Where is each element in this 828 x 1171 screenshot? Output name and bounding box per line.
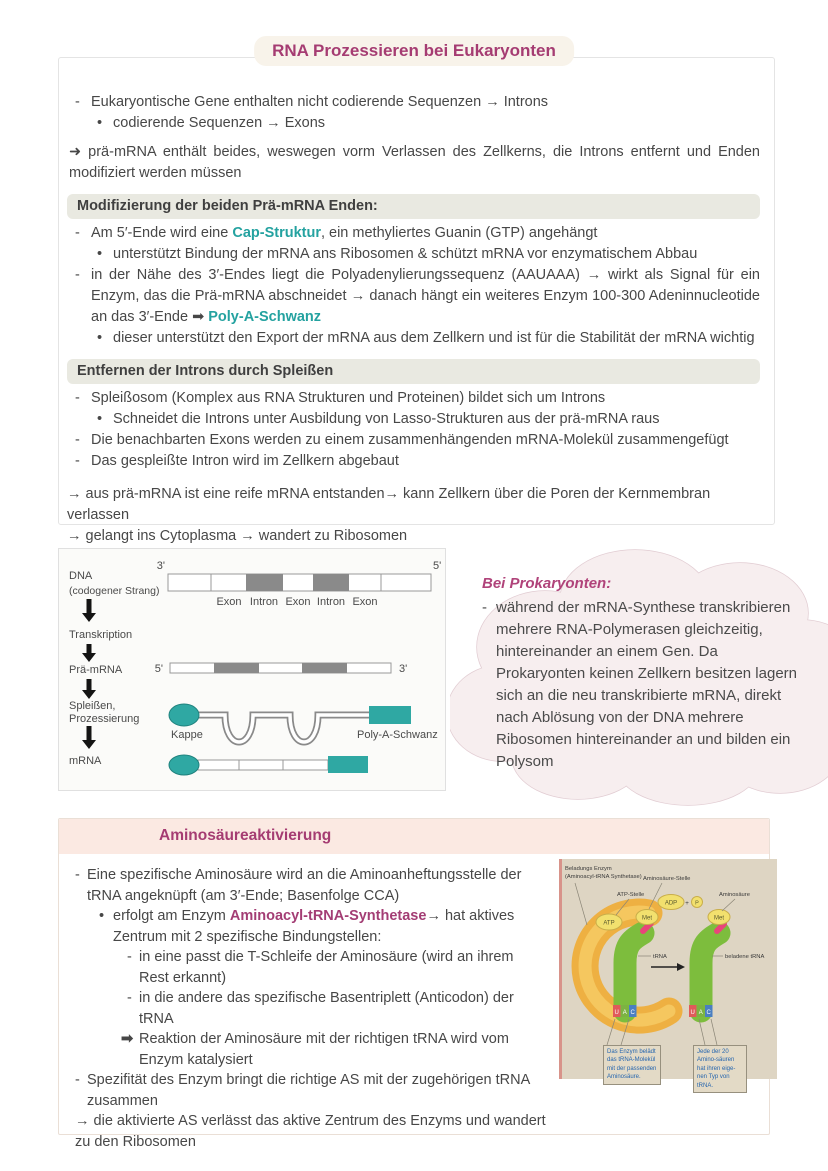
result-line: → aus prä-mRNA ist eine reife mRNA entstanden→ kann Zellkern über die Poren der Kernmembran verlassen xyxy=(67,486,711,523)
results-block xyxy=(67,484,760,547)
diagram-label-dna2: (codogener Strang) xyxy=(69,585,160,597)
down-arrow-icon xyxy=(82,726,96,749)
diagram-label-pre-mrna: Prä-mRNA xyxy=(69,664,123,676)
pre-5prime-label: 5' xyxy=(154,663,163,675)
met-label: Met xyxy=(713,915,725,922)
text-part: → hat aktives Zentrum mit 2 spezifische Bindungstellen: xyxy=(113,908,515,945)
adp-p-group xyxy=(658,895,703,910)
intron-segment xyxy=(214,663,259,673)
intron-segment xyxy=(313,574,349,591)
cap-struktur-highlight: Cap-Struktur xyxy=(232,225,321,241)
list-item xyxy=(67,451,760,472)
list-item xyxy=(67,92,760,113)
list-item-text: Reaktion der Aminosäure mit der richtigen tRNA wird vom Enzym katalysiert xyxy=(139,1031,509,1068)
bullet-marker: • xyxy=(97,246,103,262)
dash-marker: - xyxy=(75,453,80,469)
atp-site-label: ATP-Stelle xyxy=(617,892,645,898)
diagram-label-transcription: Transkription xyxy=(69,629,133,641)
cap-shape xyxy=(169,755,199,775)
dash-marker: - xyxy=(127,949,132,965)
list-item xyxy=(67,409,760,430)
anticodon-letter: U xyxy=(690,1010,695,1016)
anticodon-letter: C xyxy=(706,1010,711,1016)
list-item-text: in die andere das spezifische Basentriplett (Anticodon) der tRNA xyxy=(139,990,514,1027)
poly-a-label: Poly-A-Schwanz xyxy=(357,729,438,741)
amino-site-label: Aminosäure-Stelle xyxy=(643,876,691,882)
pre-mrna-bar xyxy=(155,663,407,675)
cloud-text xyxy=(482,573,804,773)
section-heading-modification: Modifizierung der beiden Prä-mRNA Enden: xyxy=(67,194,760,219)
cloud-body-text: während der mRNA-Synthese transkribieren mehrere RNA-Polymerasen gleichzeitig, hintereinander an einem Gen. Da Prokaryonten keinen Zellkern besitzen lagern sich an die neu transkribierte mRNA, direkt nach Ablösung von der DNA mehrere Ribosomen hintereinander an und bilden ein Polysom xyxy=(496,599,798,770)
enzyme-name-label: Beladungs Enzym xyxy=(565,866,612,872)
adp-label: ADP xyxy=(664,900,678,907)
list-item xyxy=(67,244,760,265)
cloud-body xyxy=(482,597,804,773)
list-item-text: unterstützt Bindung der mRNA ans Ribosomen & schützt mRNA vor enzymatischem Abbau xyxy=(113,246,698,262)
anticodon-letter: A xyxy=(622,1010,627,1016)
down-arrow-icon xyxy=(82,679,96,699)
p-label: P xyxy=(695,900,699,907)
dna-3prime-label: 3' xyxy=(156,560,165,572)
dash-marker: - xyxy=(75,267,80,283)
list-item xyxy=(67,113,760,134)
poly-a-shape xyxy=(328,756,368,773)
list-item xyxy=(73,1029,547,1070)
bullet-marker: • xyxy=(97,330,103,346)
diagram-label-mrna: mRNA xyxy=(69,755,102,767)
text-part: Am 5′-Ende wird eine xyxy=(91,225,233,241)
list-item-text: codierende Sequenzen → Exons xyxy=(113,115,326,131)
list-item-text: Eukaryontische Gene enthalten nicht codierende Sequenzen → Introns xyxy=(91,94,549,110)
mature-mrna xyxy=(169,755,368,775)
list-item xyxy=(67,223,760,244)
callout-twenty-aminoacids: Jede der 20 Amino-säuren hat ihren eige-nen Typ von tRNA. xyxy=(693,1045,747,1093)
list-item-text: Spleißosom (Komplex aus RNA Strukturen und Proteinen) bildet sich um Introns xyxy=(91,390,606,406)
bullet-marker: • xyxy=(99,908,105,924)
diagram-label-dna: DNA xyxy=(69,570,93,582)
list-item-text xyxy=(113,908,514,945)
result-line: → die aktivierte AS verlässt das aktive Zentrum des Enzyms und wandert zu den Ribosomen xyxy=(75,1113,546,1150)
section-heading-splicing: Entfernen der Introns durch Spleißen xyxy=(67,359,760,384)
cap-label: Kappe xyxy=(171,729,203,741)
bold-arrow-marker: ➡ xyxy=(121,1031,134,1047)
list-item xyxy=(67,265,760,328)
enzyme-name-label2: (Aminoacyl-tRNA Synthetase) xyxy=(565,874,642,880)
main-content-box xyxy=(58,57,775,544)
list-item xyxy=(67,430,760,451)
list-item-text: in eine passt die T-Schleife der Aminosäure (wird an ihrem Rest erkannt) xyxy=(139,949,514,986)
pre-3prime-label: 3' xyxy=(399,663,408,675)
callout-enzyme-loads: Das Enzym belädt das tRNA-Molekül mit der passenden Aminosäure. xyxy=(603,1045,661,1085)
segment-label: Intron xyxy=(316,596,346,608)
dash-marker: - xyxy=(75,390,80,406)
trna-label: tRNA xyxy=(653,954,667,960)
dash-marker: - xyxy=(75,94,80,110)
rna-processing-diagram xyxy=(58,548,446,791)
list-item xyxy=(73,988,547,1029)
bullet-marker: • xyxy=(97,115,103,131)
synthetase-highlight: Aminoacyl-tRNA-Synthetase xyxy=(229,908,427,924)
diagram-label-splicing1: Spleißen, xyxy=(69,700,116,712)
segment-label: Exon xyxy=(285,596,311,608)
dash-marker: - xyxy=(482,599,487,616)
poly-a-highlight: Poly-A-Schwanz xyxy=(208,309,322,325)
cloud-heading: Bei Prokaryonten: xyxy=(482,575,612,592)
intron-segment xyxy=(246,574,283,591)
down-arrow-icon xyxy=(82,599,96,622)
list-item xyxy=(73,906,547,947)
dna-bar xyxy=(157,560,441,608)
list-item-text: Spezifität des Enzym bringt die richtige AS mit der zugehörigen tRNA zusammen xyxy=(87,1072,530,1109)
dash-marker: - xyxy=(75,432,80,448)
list-item xyxy=(73,865,547,906)
list-item xyxy=(67,328,760,349)
list-item-text: Das gespleißte Intron wird im Zellkern abgebaut xyxy=(91,453,399,469)
list-item xyxy=(73,947,547,988)
list-item-text: Schneidet die Introns unter Ausbildung von Lasso-Strukturen aus der prä-mRNA raus xyxy=(113,411,660,427)
segment-label: Intron xyxy=(249,596,279,608)
segment-label: Exon xyxy=(352,596,378,608)
list-item xyxy=(67,388,760,409)
list-item-text: Eine spezifische Aminosäure wird an die Aminoanheftungsstelle der tRNA angeknüpft (am 3′-Ende; Basenfolge CCA) xyxy=(87,867,522,904)
dash-marker: - xyxy=(75,867,80,883)
list-item-text xyxy=(91,267,760,325)
prokaryote-note-cloud xyxy=(450,535,828,807)
list-item-text: dieser unterstützt den Export der mRNA aus dem Zellkern und ist für die Stabilität der mRNA wichtig xyxy=(113,330,755,346)
dash-marker: - xyxy=(75,1072,80,1088)
dash-marker: - xyxy=(127,990,132,1006)
summary-paragraph: ➜ prä-mRNA enthält beides, weswegen vorm Verlassen des Zellkerns, die Introns entfernt und Enden modifiziert werden müssen xyxy=(69,144,760,181)
activation-box xyxy=(58,818,770,1150)
anticodon-left xyxy=(613,1005,637,1017)
activation-heading: Aminosäureaktivierung xyxy=(159,827,332,844)
met-label: Met xyxy=(641,915,653,922)
photo-edge xyxy=(559,859,562,1079)
aminoacyl-synthetase-figure xyxy=(559,859,777,1089)
diagram-label-splicing2: Prozessierung xyxy=(69,713,140,725)
atp-label: ATP xyxy=(603,920,615,927)
amino-acid-label: Aminosäure xyxy=(719,892,750,898)
dash-marker: - xyxy=(75,225,80,241)
list-item xyxy=(73,1070,547,1111)
dna-5prime-label: 5' xyxy=(433,560,442,572)
segment-label: Exon xyxy=(216,596,242,608)
text-part: erfolgt am Enzym xyxy=(113,908,230,924)
activation-text-column xyxy=(73,865,547,1152)
result-line: → gelangt ins Cytoplasma → wandert zu Ribosomen xyxy=(67,528,408,544)
page-title: RNA Prozessieren bei Eukaryonten xyxy=(254,36,574,66)
anticodon-letter: C xyxy=(630,1010,635,1016)
down-arrow-icon xyxy=(82,644,96,662)
intron-segment xyxy=(302,663,347,673)
bullet-marker: • xyxy=(97,411,103,427)
diagram-svg xyxy=(59,549,445,790)
cap-shape xyxy=(169,704,199,726)
plus-sign: + xyxy=(685,900,689,907)
poly-a-shape xyxy=(369,706,411,724)
anticodon-letter: A xyxy=(698,1010,703,1016)
anticodon-letter: U xyxy=(614,1010,619,1016)
text-part: , ein methyliertes Guanin (GTP) angehängt xyxy=(320,225,598,241)
loaded-trna-label: beladene tRNA xyxy=(725,954,765,960)
splicing-strand xyxy=(169,704,438,742)
anticodon-right xyxy=(689,1005,713,1017)
list-item-text: Die benachbarten Exons werden zu einem zusammenhängenden mRNA-Molekül zusammengefügt xyxy=(91,432,729,448)
text-part: in der Nähe des 3′-Endes liegt die Polyadenylierungssequenz (AAUAAA) → wirkt als Signal für ein Enzym, das die Prä-mRNA abschneidet → danach hängt ein weiteres Enzym 100-300 Adeninnucleotide an das 3′-Ende ➡ xyxy=(91,267,760,325)
list-item-text xyxy=(91,225,597,241)
